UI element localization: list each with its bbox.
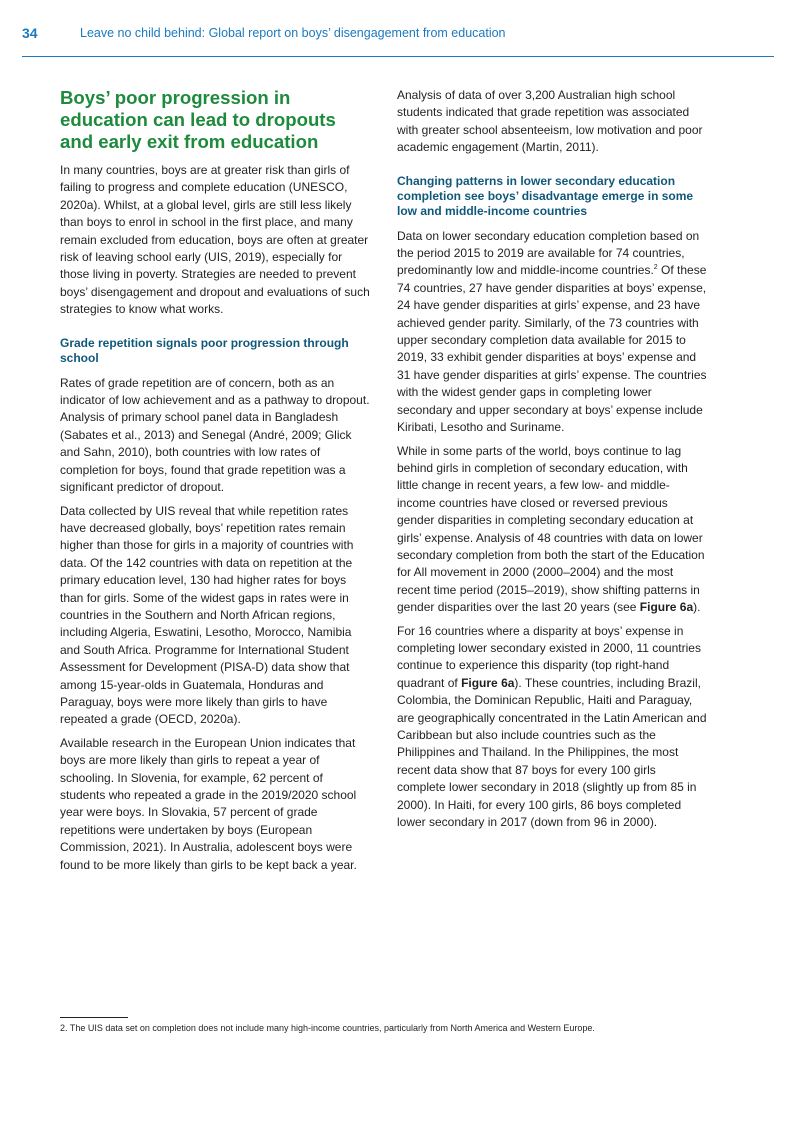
page-number: 34 [22,25,38,41]
completion-text-start: Data on lower secondary education completion based on the period 2015 to 2019 are available for 74 countries, predominantly low and middle-income countries. [397,228,700,278]
section-heading: Boys’ poor progression in education can lead to dropouts and early exit from education [60,87,336,152]
intro-paragraph: In many countries, boys are at greater risk than girls of failing to progress and complete education (UNESCO, 2020a). Whilst, at a global level, girls are still less likely than boys to enrol in school in the first place, and many remain excluded from education, boys are often at greater risk of leaving school early (UIS, 2019), especially for those living in poverty. Strategies are needed to prevent boys’ disengagement and dropout and evaluations of such strategies to know what works. [60,163,370,317]
european-union-paragraph: Available research in the European Union indicates that boys are more likely than girls to repeat a year of schooling. In Slovenia, for example, 62 percent of students who repeated a grade in the 2019/2020 school year were boys. In Slovakia, 57 percent of grade repetitions were undertaken by boys (European Commission, 2021). In Australia, adolescent boys were found to be more likely than girls to be kept back a year. [60,735,357,872]
header-rule [22,56,774,57]
completion-data-paragraph [397,228,707,437]
grade-repetition-subheading: Grade repetition signals poor progression through school [60,335,349,365]
footnote-rule [60,1017,128,1018]
shifting-patterns-end: ). [693,600,701,615]
australia-paragraph: Analysis of data of over 3,200 Australian high school students indicated that grade repetition was associated with greater school absenteeism, low motivation and poor academic engagement (Martin, 2011). [397,88,703,155]
footnote: 2. The UIS data set on completion does not include many high-income countries, particularly from North America and Western Europe. [60,1023,595,1033]
running-title: Leave no child behind: Global report on boys’ disengagement from education [80,26,506,40]
figure-6a-reference-2[interactable]: Figure 6a [461,675,515,690]
lower-secondary-subheading: Changing patterns in lower secondary education completion see boys’ disadvantage emerge in some low and middle-income countries [397,173,694,218]
figure-6a-reference[interactable]: Figure 6a [639,600,694,615]
right-column [397,87,707,837]
disparity-text-start: For 16 countries where a disparity at boys’ expense in completing lower secondary existed in 2000, 11 countries continue to experience this disparity (top right-hand quadrant of [397,623,701,690]
shifting-patterns-paragraph [397,443,707,617]
disparity-countries-paragraph [397,623,707,832]
left-column [60,87,370,880]
completion-text-end: Of these 74 countries, 27 have gender disparities at boys’ expense, 24 have gender disparities at girls’ expense, and 23 have achieved gender parity. Similarly, of the 73 countries with upper secondary completion data available for 2015 to 2019, 33 exhibit gender disparities at boys’ expense and 31 have gender disparities at girls’ expense. The countries with the widest gender gaps in completing lower secondary and upper secondary at boys’ expense include Kiribati, Lesotho and Suriname. [397,263,707,435]
shifting-patterns-text: While in some parts of the world, boys continue to lag behind girls in completion of secondary education, with little change in recent years, a few low- and middle-income countries have closed or reversed previous gender disparities in completing secondary education at girls’ expense. Analysis of 48 countries with data on lower secondary completion from both the start of the Education for All movement in 2000 (2000–2004) and the most recent time period (2015–2019), show shifting patterns in gender disparities over the last 20 years (see [397,443,705,615]
footnote-reference[interactable]: 2 [653,264,658,272]
grade-repetition-paragraph: Rates of grade repetition are of concern, both as an indicator of low achievement and as a pathway to dropout. Analysis of primary school panel data in Bangladesh (Sabates et al., 2013) and Senegal (André, 2009; Glick and Sahn, 2010), both countries with low rates of completion for boys, found that grade repetition was a significant predictor of dropout. [60,375,370,495]
uis-data-paragraph: Data collected by UIS reveal that while repetition rates have decreased globally, boys’ repetition rates remain higher than those for girls in a majority of countries with data. Of the 142 countries with data on repetition at the primary education level, 130 had higher rates for boys than for girls. Some of the widest gaps in rates were in countries in the Southern and North African regions, including Algeria, Eswatini, Lesotho, Morocco, Namibia and South Africa. Programme for International Student Assessment for Development (PISA-D) data show that among 15-year-olds in Guatemala, Honduras and Paraguay, boys were more likely than girls to have repeated a grade (OECD, 2020a). [60,503,354,727]
disparity-text-end: ). These countries, including Brazil, Colombia, the Dominican Republic, Haiti and Paraguay, are geographically concentrated in the Latin American and Caribbean but also include countries such as the Philippines and Thailand. In the Philippines, the most recent data show that 87 boys for every 100 girls complete lower secondary in 2018 (slightly up from 85 in 2000). In Haiti, for every 100 girls, 86 boys completed lower secondary in 2017 (down from 96 in 2000). [397,675,707,830]
page-header [0,0,793,58]
